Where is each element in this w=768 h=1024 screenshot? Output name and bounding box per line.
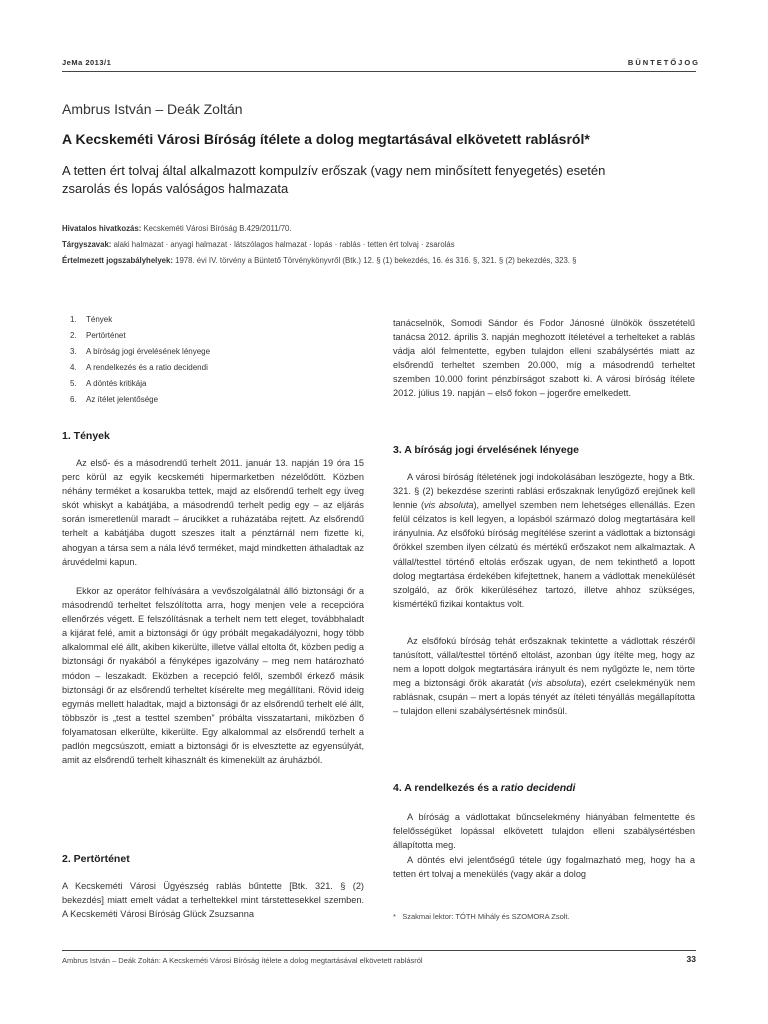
section-3-paragraph-1: A városi bíróság ítéletének jogi indokolásában leszögezte, hogy a Btk. 321. § (2) bekezdése szerinti rablási erőszaknak lenyűgöző erejűnek kell lennie (vis absoluta), amellyel szemben nem lehetséges ellenállás. Ezen felül célzatos is kell legyen, a lopásból származó dolog megtartására kell irányulnia. Az elsőfokú bíróság megítélése szerint a vádlottak a biztonsági őrökkel szemben ilyen célzatú és mértékű erőszakot nem alkalmaztak. A vállal/testtel történő eltolás erőszak ugyan, de nem tekinthető a lopott dolog megtartása érdekében kifejtettnek, hanem a vádlottak menekülését szolgáló, az őrök kikerüléséhez tartozó, illetve ahhoz szükséges, kismértékű fizikai kontaktus volt. bbox=[393, 472, 695, 609]
footnote bbox=[393, 912, 570, 921]
table-of-contents bbox=[70, 312, 210, 408]
article-subtitle: A tetten ért tolvaj által alkalmazott kompulzív erőszak (vagy nem minősített fenyegetés) esetén zsarolás és lopás valóságos halmazata bbox=[62, 163, 606, 196]
interpreted-laws bbox=[62, 256, 576, 265]
toc-item: 3. A bíróság jogi érvelésének lényege bbox=[70, 347, 211, 356]
page-number: 33 bbox=[686, 954, 696, 964]
toc-item: 6. Az ítélet jelentősége bbox=[70, 395, 159, 404]
interpreted-laws-value: 1978. évi IV. törvény a Büntető Törvénykönyvről (Btk.) 12. § (1) bekezdés, 16. és 316. §, 321. § (2) bekezdés, 323. § bbox=[175, 256, 577, 265]
toc-item: 1. Tények bbox=[70, 315, 113, 324]
section-1-heading: 1. Tények bbox=[62, 430, 110, 442]
toc-item: 5. A döntés kritikája bbox=[70, 379, 147, 388]
footnote-text: Szakmai lektor: TÓTH Mihály és SZOMORA Zsolt. bbox=[402, 912, 570, 921]
section-3-paragraph-2: Az elsőfokú bíróság tehát erőszaknak tekintette a vádlottak részéről tanúsított, vállal/testtel történő eltolást, azonban úgy ítélte meg, hogy az nem a lopott dolgok megtartására irányult és nem nyűgözte le, nem törte meg a biztonsági őrök akaratát (vis absoluta), ezért cselekményük nem rablásnak, csupán – mert a lopás tényét az ítéleti tényállás megállapította – tulajdon elleni szabálysértésnek minősül. bbox=[393, 636, 695, 717]
keywords bbox=[62, 240, 455, 249]
official-reference bbox=[62, 224, 292, 233]
section-3-heading: 3. A bíróság jogi érvelésének lényege bbox=[393, 444, 579, 456]
section-1-paragraph-1: Az első- és a másodrendű terhelt 2011. január 13. napján 19 óra 15 perc körül az egyik kecskeméti hipermarketben nézelődött. Közben néhány terméket a kosarukba tettek, majd az elsőrendű terhelt egy üveg skót whiskyt a kabátjába, a másodrendű terhelt pedig egy – az eljárás során ismeretlenül maradt – árucikket a ruházatába rejtett. Az elsőrendű terhelt a kabátjába dugott szeszes italt a pénztárnál nem fizette ki, ahogyan a társa sem a nála lévő terméket, majd mindketten áthaladtak az áruvédelmi kapun. bbox=[62, 458, 364, 567]
footnote-mark: * bbox=[393, 912, 396, 921]
section-2-heading: 2. Pertörténet bbox=[62, 853, 130, 865]
footer-citation: Ambrus István – Deák Zoltán: A Kecskeméti Városi Bíróság ítélete a dolog megtartásával elkövetett rablásról bbox=[62, 956, 423, 965]
journal-header: JeMa 2013/1 bbox=[62, 58, 112, 67]
keywords-label: Tárgyszavak: bbox=[62, 240, 112, 249]
interpreted-laws-label: Értelmezett jogszabályhelyek: bbox=[62, 256, 173, 265]
article-title: A Kecskeméti Városi Bíróság ítélete a dolog megtartásával elkövetett rablásról* bbox=[62, 131, 590, 147]
section-4-heading: 4. A rendelkezés és a ratio decidendi bbox=[393, 782, 576, 794]
section-header: BÜNTETŐJOG bbox=[627, 58, 700, 67]
section-2-paragraph-continued: tanácselnök, Somodi Sándor és Fodor Jánosné ülnökök összetételű tanácsa 2012. április 3. napján meghozott ítéletével a terhelteket a rablás vádja alól felmentette, egyben tulajdon elleni szabálysértés miatt az elsőrendű terheltet szemben 20.000, míg a másodrendű terheltet szemben 10.000 forint pénzbírságot szabott ki. A városi bíróság ítélete 2012. július 19. napján – első fokon – jogerőre emelkedett. bbox=[393, 318, 695, 399]
toc-item: 4. A rendelkezés és a ratio decidendi bbox=[70, 363, 208, 372]
header-rule bbox=[62, 71, 696, 72]
section-2-paragraph-1: A Kecskeméti Városi Ügyészség rablás bűntette [Btk. 321. § (2) bekezdés] miatt emelt vádat a terheltekkel mint társtettesekkel szemben. A Kecskeméti Városi Bíróság Glück Zsuzsanna bbox=[62, 881, 364, 920]
section-4-paragraph-1: A bíróság a vádlottakat bűncselekmény hiányában felmentette és felelősségüket lopással elkövetett tulajdon elleni szabálysértésben állapította meg. bbox=[393, 812, 695, 851]
official-reference-value: Kecskeméti Városi Bíróság B.429/2011/70. bbox=[143, 224, 292, 233]
official-reference-label: Hivatalos hivatkozás: bbox=[62, 224, 142, 233]
keywords-value: alaki halmazat · anyagi halmazat · látszólagos halmazat · lopás · rablás · tetten ért tolvaj · zsarolás bbox=[113, 240, 455, 249]
section-1-paragraph-2: Ekkor az operátor felhívására a vevőszolgálatnál álló biztonsági őr a másodrendű terheltet felszólította arra, hogy menjen vele a recepcióra ellenőrzés végett. E felszólításnak a terhelt nem tett eleget, továbbhaladt a kijárat felé, amit a biztonsági őr úgy próbált megakadályozni, hogy több alkalommal elé állt, akiben kikerülte, illetve vállal eltolta őt, közben pedig a biztonsági őr nyakából a fényképes igazolvány – meg nem határozható módon – leszakadt. Eközben a recepció felől, szemből érkező másik biztonsági őr az elsőrendű terheltet kísérelte meg megállítani. Rövid ideig egymás mellett haladtak, majd a biztonsági őr az elsőrendű terhelt elé állt, többször is „test a testtel szemben” próbálta visszatartani, miközben ő folyamatosan elkerülte, kikerülte. Egy alkalommal az elsőrendű terhelt a padlón megcsúszott, emiatt a biztonsági őr is elvesztette az egyensúlyát, amit az elsőrendű terhelt kihasznált és kimenekült az áruházból. bbox=[62, 586, 364, 766]
article-authors: Ambrus István – Deák Zoltán bbox=[62, 101, 243, 117]
section-4-paragraph-2: A döntés elvi jelentőségű tétele úgy fogalmazható meg, hogy ha a tetten ért tolvaj a menekülés (vagy akár a dolog bbox=[393, 855, 695, 880]
toc-item: 2. Pertörténet bbox=[70, 331, 126, 340]
footer-rule bbox=[62, 950, 696, 951]
